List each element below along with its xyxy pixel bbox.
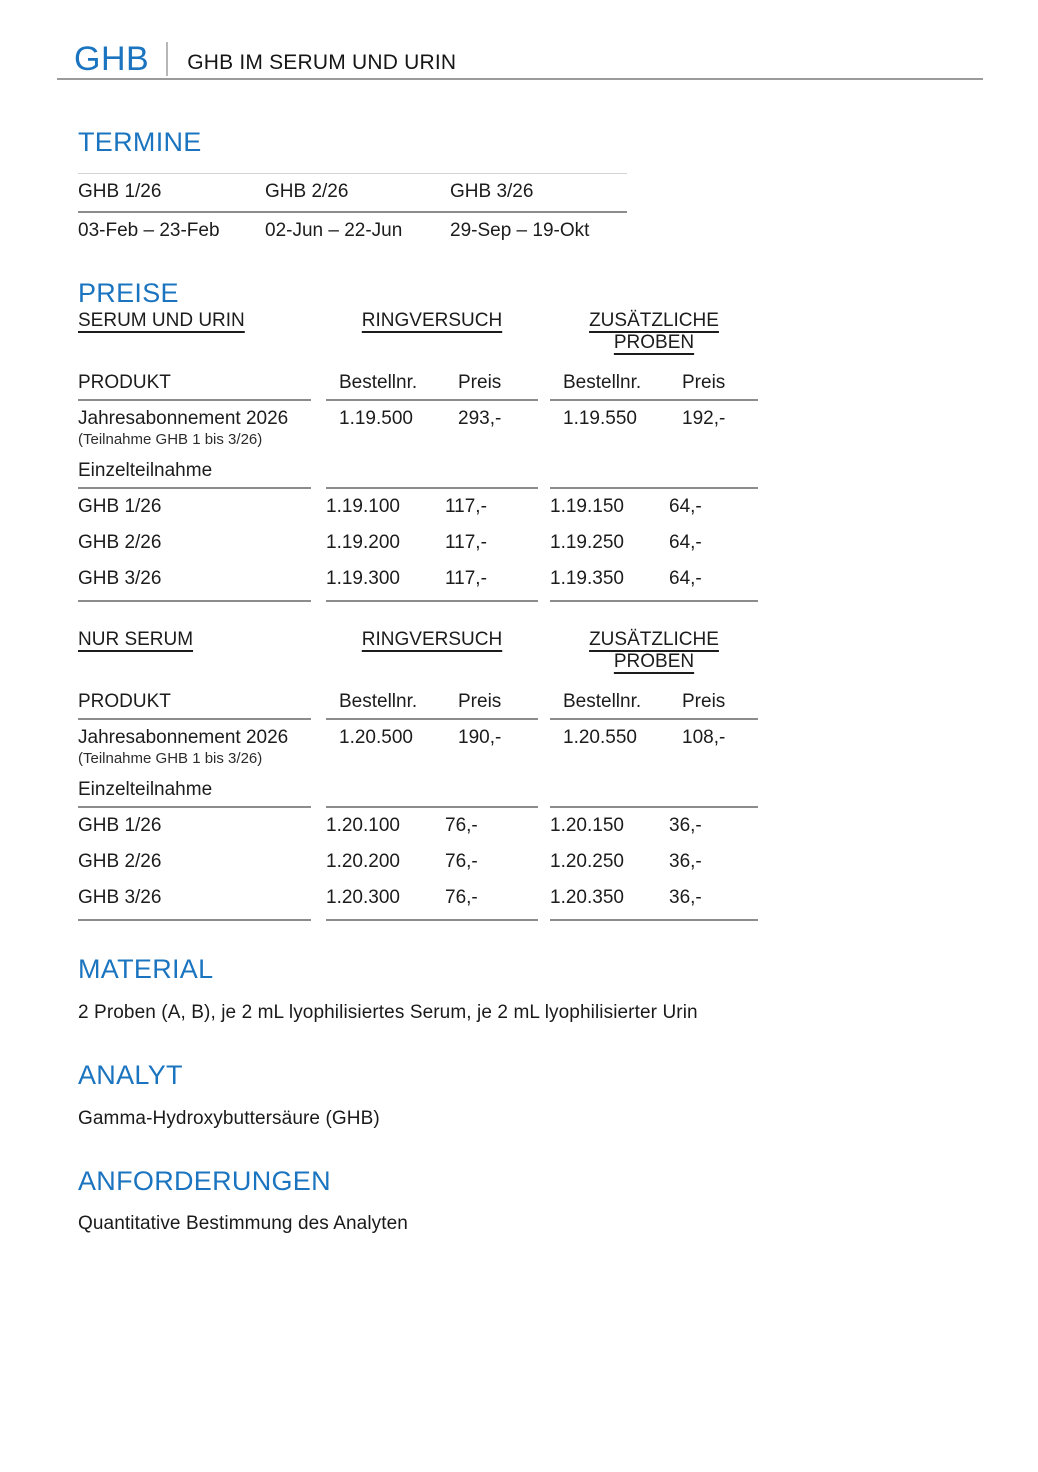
bestellnr-cell: 1.19.150 [550,496,624,518]
col-header-bestellnr: Bestellnr. [563,691,642,713]
bestellnr-cell: 1.19.550 [563,408,637,430]
table-row-abo [78,720,758,749]
termine-col-header: GHB 2/26 [265,180,349,202]
column-header-row [78,681,758,713]
table-rule [78,919,758,921]
bestellnr-cell: 1.20.350 [550,887,624,909]
col-header-produkt: PRODUKT [78,691,171,713]
table-row [78,561,758,597]
termine-date: 29-Sep – 19-Okt [450,219,590,241]
produkt-cell: Jahresabonnement 2026 [78,727,289,749]
document-title: GHB IM SERUM UND URIN [187,50,457,74]
table-row [78,844,758,880]
preis-cell: 190,- [458,727,502,749]
section-heading-analyt: ANALYT [78,1060,183,1091]
document-header [74,40,456,78]
preis-cell: 117,- [445,568,487,590]
group-header-row [78,310,758,354]
termine-col-header: GHB 3/26 [450,180,534,202]
preis-cell: 76,- [445,887,478,909]
abo-note: (Teilnahme GHB 1 bis 3/26) [78,431,263,449]
table-row-abo [78,401,758,430]
table-rule [78,399,758,401]
analyt-text: Gamma-Hydroxybuttersäure (GHB) [78,1107,380,1129]
preis-cell: 76,- [445,815,478,837]
section-heading-material: MATERIAL [78,954,214,985]
col-header-bestellnr: Bestellnr. [563,372,642,394]
group-header-row [78,629,758,673]
table-row [78,489,758,525]
table-scope-label: SERUM UND URIN [78,310,245,332]
termine-header-row [78,174,627,211]
termine-date: 03-Feb – 23-Feb [78,219,220,241]
preis-cell: 64,- [669,496,702,518]
bestellnr-cell: 1.19.300 [326,568,400,590]
bestellnr-cell: 1.19.200 [326,532,400,554]
termine-table [78,173,627,250]
bestellnr-cell: 1.19.350 [550,568,624,590]
bestellnr-cell: 1.19.250 [550,532,624,554]
bestellnr-cell: 1.20.100 [326,815,400,837]
bestellnr-cell: 1.19.100 [326,496,400,518]
produkt-cell: GHB 3/26 [78,887,162,909]
termine-date: 02-Jun – 22-Jun [265,219,403,241]
produkt-cell: GHB 1/26 [78,496,162,518]
produkt-cell: GHB 1/26 [78,815,162,837]
column-header-row [78,362,758,394]
table-row [78,808,758,844]
einzelteilnahme-label: Einzelteilnahme [78,460,213,482]
content [78,118,768,1235]
preis-cell: 76,- [445,851,478,873]
col-header-preis: Preis [458,372,502,394]
document-kicker: GHB [74,40,150,78]
group-label-zusaetzliche-proben: ZUSÄTZLICHE PROBEN [589,629,719,673]
produkt-cell: GHB 2/26 [78,851,162,873]
price-table-nur-serum [78,629,758,921]
abo-note: (Teilnahme GHB 1 bis 3/26) [78,750,263,768]
col-header-bestellnr: Bestellnr. [339,691,418,713]
preis-cell: 36,- [669,815,702,837]
bestellnr-cell: 1.20.500 [339,727,413,749]
preis-cell: 36,- [669,887,702,909]
bestellnr-cell: 1.20.550 [563,727,637,749]
bestellnr-cell: 1.20.200 [326,851,400,873]
preis-cell: 192,- [682,408,726,430]
col-header-bestellnr: Bestellnr. [339,372,418,394]
table-rule [78,600,758,602]
termine-col-header: GHB 1/26 [78,180,162,202]
table-row [78,525,758,561]
group-label-ringversuch: RINGVERSUCH [361,629,503,651]
col-header-preis: Preis [682,372,726,394]
group-label-ringversuch: RINGVERSUCH [361,310,503,332]
produkt-cell: Jahresabonnement 2026 [78,408,289,430]
anforderungen-text: Quantitative Bestimmung des Analyten [78,1213,408,1235]
produkt-cell: GHB 2/26 [78,532,162,554]
header-divider [166,42,168,76]
material-text: 2 Proben (A, B), je 2 mL lyophilisiertes Serum, je 2 mL lyophilisierter Urin [78,1002,698,1024]
col-header-preis: Preis [682,691,726,713]
group-label-zusaetzliche-proben: ZUSÄTZLICHE PROBEN [589,310,719,354]
table-scope-label: NUR SERUM [78,629,194,651]
preis-cell: 117,- [445,532,487,554]
bestellnr-cell: 1.20.150 [550,815,624,837]
termine-dates-row [78,213,627,250]
preis-cell: 64,- [669,568,702,590]
einzelteilnahme-label: Einzelteilnahme [78,779,213,801]
bestellnr-cell: 1.20.250 [550,851,624,873]
preis-cell: 64,- [669,532,702,554]
preis-cell: 108,- [682,727,726,749]
table-row [78,880,758,916]
section-heading-termine: TERMINE [78,127,202,157]
table-rule [78,718,758,720]
preis-cell: 293,- [458,408,502,430]
bestellnr-cell: 1.20.300 [326,887,400,909]
price-table-serum-und-urin [78,310,758,602]
bestellnr-cell: 1.19.500 [339,408,413,430]
preis-cell: 36,- [669,851,702,873]
col-header-produkt: PRODUKT [78,372,171,394]
preis-cell: 117,- [445,496,487,518]
section-heading-anforderungen: ANFORDERUNGEN [78,1165,331,1196]
col-header-preis: Preis [458,691,502,713]
section-heading-preise: PREISE [78,277,179,308]
header-rule [57,78,983,80]
produkt-cell: GHB 3/26 [78,568,162,590]
